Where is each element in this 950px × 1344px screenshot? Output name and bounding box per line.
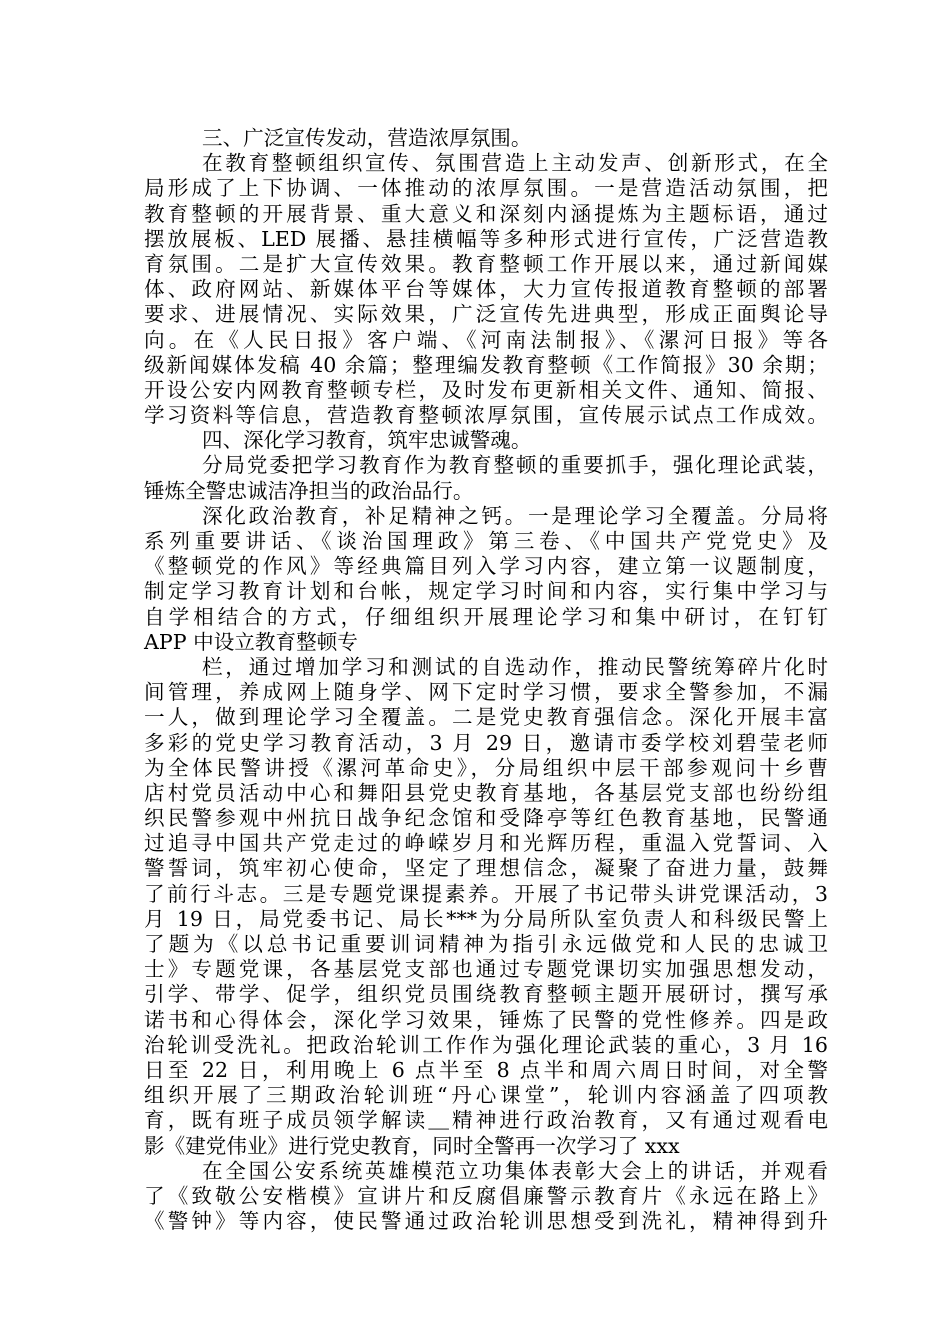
- text-line: 要求、进展情况、实际效果，广泛宣传先进典型，形成正面舆论导: [144, 302, 828, 327]
- text-line: 系列重要讲话、《谈治国理政》第三卷、《中国共产党党史》及: [144, 529, 828, 553]
- text-line: 月 19 日，局党委书记、局长***为分局所队室负责人和科级民警上: [144, 906, 828, 931]
- text-line: 教育整顿的开展背景、重大意义和深刻内涵提炼为主题标语，通过: [144, 201, 828, 226]
- text-line: 自学相结合的方式，仔细组织开展理论学习和集中研讨，在钉钉: [144, 604, 828, 629]
- text-line: 日至 22 日，利用晚上 6 点半至 8 点半和周六周日时间，对全警: [144, 1057, 828, 1082]
- text-line: 间管理，养成网上随身学、网下定时学习惯，要求全警参加，不漏: [144, 680, 828, 705]
- text-line: 《整顿党的作风》等经典篇目列入学习内容，建立第一议题制度，: [144, 554, 828, 579]
- text-line: 多彩的党史学习教育活动，3 月 29 日，邀请市委学校刘碧莹老师: [144, 730, 828, 755]
- text-line: 开设公安内网教育整顿专栏，及时发布更新相关文件、通知、简报、: [144, 377, 828, 402]
- text-line: 制定学习教育计划和台帐，规定学习时间和内容，实行集中学习与: [144, 579, 828, 604]
- text-line: 了前行斗志。三是专题党课提素养。开展了书记带头讲党课活动，3: [144, 881, 828, 906]
- text-line: 四、深化学习教育，筑牢忠诚警魂。: [202, 428, 532, 453]
- text-line: 织民警参观中州抗日战争纪念馆和受降亭等红色教育基地，民警通: [144, 806, 828, 831]
- text-line: 为全体民警讲授《漯河革命史》，分局组织中层干部参观问十乡曹: [144, 755, 828, 780]
- text-line: 《警钟》等内容，使民警通过政治轮训思想受到洗礼，精神得到升: [144, 1209, 828, 1234]
- text-line: 治轮训受洗礼。把政治轮训工作作为强化理论武装的重心，3 月 16: [144, 1032, 828, 1057]
- text-line: 锤炼全警忠诚洁净担当的政治品行。: [144, 478, 474, 503]
- document-body: [144, 126, 828, 1234]
- text-line: 体、政府网站、新媒体平台等媒体，大力宣传报道教育整顿的部署: [144, 277, 828, 302]
- text-line: 引学、带学、促学，组织党员围绕教育整顿主题开展研讨，撰写承: [144, 982, 828, 1007]
- text-line: 了《致敬公安楷模》宣讲片和反腐倡廉警示教育片《永远在路上》: [144, 1183, 828, 1208]
- text-line: 分局党委把学习教育作为教育整顿的重要抓手，强化理论武装，: [202, 453, 828, 478]
- text-line: 组织开展了三期政治轮训班“丹心课堂”，轮训内容涵盖了四项教: [144, 1083, 828, 1108]
- text-line: 局形成了上下协调、一体推动的浓厚氛围。一是营造活动氛围，把: [144, 176, 828, 201]
- text-line: 诺书和心得体会，深化学习效果，锤炼了民警的党性修养。四是政: [144, 1007, 828, 1032]
- text-line: 影《建党伟业》进行党史教育，同时全警再一次学习了 xxx: [144, 1133, 680, 1158]
- text-line: 三、广泛宣传发动，营造浓厚氛围。: [202, 126, 532, 150]
- text-line: 级新闻媒体发稿 40 余篇；整理编发教育整顿《工作简报》30 余期；: [144, 352, 828, 377]
- text-line: 过追寻中国共产党走过的峥嵘岁月和光辉历程，重温入党誓词、入: [144, 831, 828, 856]
- text-line: 一人，做到理论学习全覆盖。二是党史教育强信念。深化开展丰富: [144, 705, 828, 730]
- text-line: 深化政治教育，补足精神之钙。一是理论学习全覆盖。分局将: [202, 503, 828, 528]
- text-line: 向。在《人民日报》客户端、《河南法制报》、《漯河日报》等各: [144, 327, 828, 352]
- text-line: APP 中设立教育整顿专: [144, 629, 358, 654]
- text-line: 店村党员活动中心和舞阳县党史教育基地，各基层党支部也纷纷组: [144, 780, 828, 805]
- text-line: 了题为《以总书记重要训词精神为指引永远做党和人民的忠诚卫: [144, 932, 828, 956]
- text-line: 在全国公安系统英雄模范立功集体表彰大会上的讲话，并观看: [202, 1158, 828, 1183]
- text-line: 育氛围。二是扩大宣传效果。教育整顿工作开展以来，通过新闻媒: [144, 251, 828, 276]
- text-line: 在教育整顿组织宣传、氛围营造上主动发声、创新形式，在全: [202, 151, 828, 176]
- text-line: 栏，通过增加学习和测试的自选动作，推动民警统筹碎片化时: [202, 654, 828, 679]
- text-line: 学习资料等信息，营造教育整顿浓厚氛围，宣传展示试点工作成效。: [144, 403, 828, 428]
- text-line: 育，既有班子成员领学解读＿精神进行政治教育，又有通过观看电: [144, 1108, 828, 1133]
- text-line: 摆放展板、LED 展播、悬挂横幅等多种形式进行宣传，广泛营造教: [144, 226, 828, 251]
- text-line: 士》专题党课，各基层党支部也通过专题党课切实加强思想发动，: [144, 957, 828, 982]
- text-line: 警誓词，筑牢初心使命，坚定了理想信念，凝聚了奋进力量，鼓舞: [144, 856, 828, 881]
